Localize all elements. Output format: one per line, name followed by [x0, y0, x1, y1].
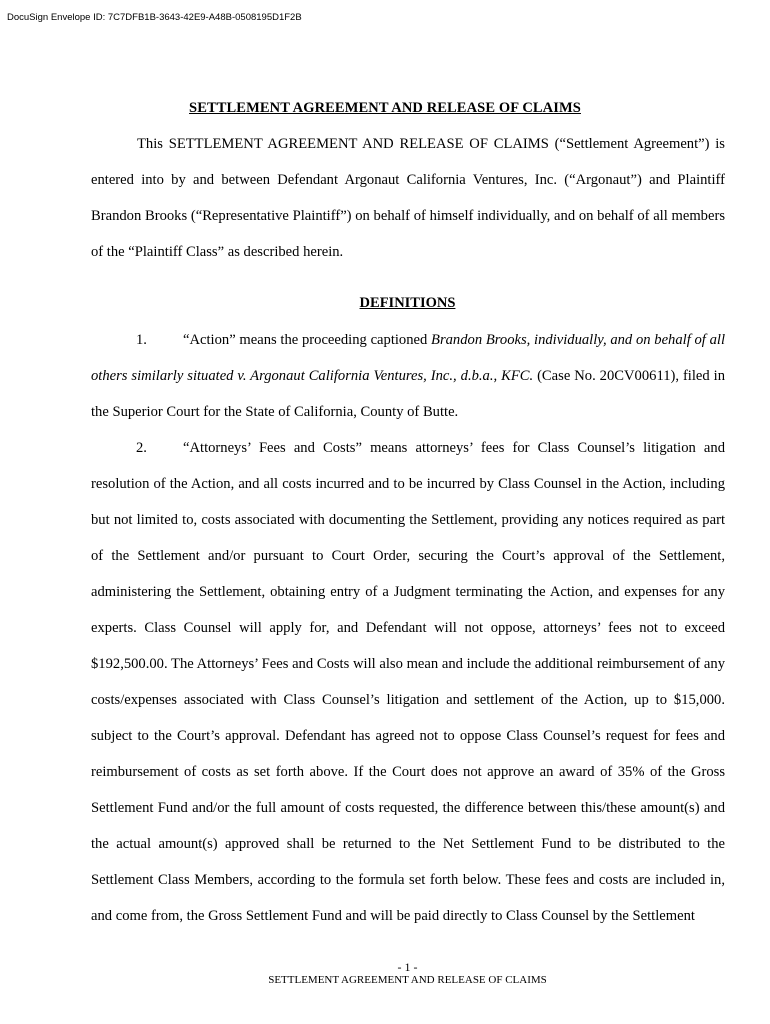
definition-1-text-after: (Case No. 20CV00611), filed in the Superior Court for the State of California, County of Butte. — [91, 368, 725, 420]
definition-2 — [91, 430, 725, 934]
definition-2-text: “Attorneys’ Fees and Costs” means attorneys’ fees for Class Counsel’s litigation and resolution of the Action, and all costs incurred and to be incurred by Class Counsel in the Action, including but not limited to, costs associated with documenting the Settlement, providing any notices required as part of the Settlement and/or pursuant to Court Order, securing the Court’s approval of the Settlement, administering the Settlement, obtaining entry of a Judgment terminating the Action, and expenses for any experts. Class Counsel will apply for, and Defendant will not oppose, attorneys’ fees not to exceed $192,500.00. The Attorneys’ Fees and Costs will also mean and include the additional reimbursement of any costs/expenses associated with Class Counsel’s litigation and settlement of the Action, up to $15,000. subject to the Court’s approval. Defendant has agreed not to oppose Class Counsel’s request for fees and reimbursement of costs as set forth above. If the Court does not approve an award of 35% of the Gross Settlement Fund and/or the full amount of costs requested, the difference between this/these amount(s) and the actual amount(s) approved shall be returned to the Net Settlement Fund to be distributed to the Settlement Class Members, according to the formula set forth below. These fees and costs are included in, and come from, the Gross Settlement Fund and will be paid directly to Class Counsel by the Settlement — [91, 440, 725, 924]
definition-1-number: 1. — [136, 332, 147, 348]
docusign-envelope-id: DocuSign Envelope ID: 7C7DFB1B-3643-42E9-A48B-0508195D1F2B — [7, 12, 302, 23]
footer-page-number: - 1 - — [397, 960, 418, 974]
definition-1-text: “Action” means the proceeding captioned — [183, 332, 432, 348]
definition-2-number: 2. — [136, 440, 147, 456]
definitions-heading: DEFINITIONS — [359, 295, 456, 311]
intro-paragraph: This SETTLEMENT AGREEMENT AND RELEASE OF CLAIMS (“Settlement Agreement”) is entered into by and between Defendant Argonaut California Ventures, Inc. (“Argonaut”) and Plaintiff Brandon Brooks (“Representative Plaintiff”) on behalf of himself individually, and on behalf of all members of the “Plaintiff Class” as described herein. — [91, 136, 725, 260]
page-title: SETTLEMENT AGREEMENT AND RELEASE OF CLAIMS — [189, 100, 581, 116]
footer-title: SETTLEMENT AGREEMENT AND RELEASE OF CLAIMS — [268, 974, 547, 986]
definition-1 — [91, 322, 725, 430]
case-caption: Brandon Brooks, individually, and on behalf of all others similarly situated v. Argonaut California Ventures, Inc., d.b.a., KFC. — [91, 332, 725, 384]
